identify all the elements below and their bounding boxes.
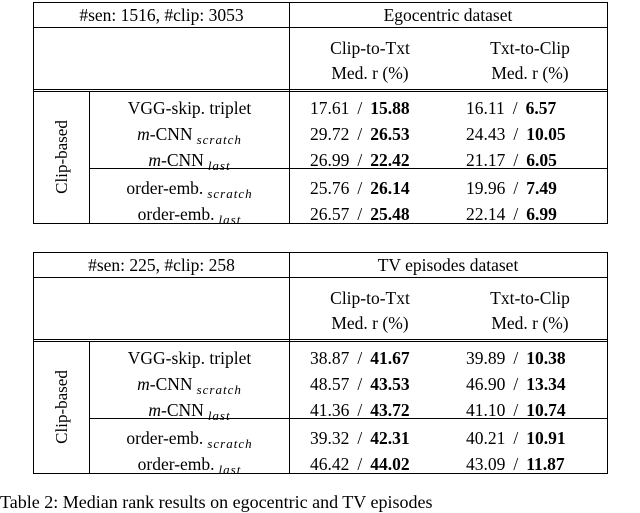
cell-txt-to-clip [466,178,557,198]
method-label: -CNN [149,124,193,144]
method-name [92,454,287,480]
value-separator: / [513,178,519,198]
value-ours: 6.57 [525,98,557,118]
cell-clip-to-txt [310,428,410,448]
value-separator: / [513,400,519,420]
header-rule [34,277,607,278]
value-separator: / [512,98,518,118]
col-txt-to-clip-unit: Med. r (%) [491,313,569,333]
value-separator: / [513,454,519,474]
cell-clip-to-txt [310,374,410,394]
value-ours: 26.14 [370,178,410,198]
method-subscript: scratch [196,132,242,147]
value-baseline: 39.32 [310,428,350,448]
value-baseline: 26.99 [310,150,350,170]
method-subscript: last [218,462,242,477]
value-separator: / [357,204,363,224]
value-baseline: 46.90 [466,374,506,394]
value-ours: 15.88 [370,98,410,118]
value-baseline: 17.61 [310,98,350,118]
value-ours: 6.05 [526,150,557,170]
cell-txt-to-clip [466,428,566,448]
table-row [34,147,609,173]
col-clip-to-txt-header: Clip-to-Txt [330,38,410,58]
dataset-title: TV episodes dataset [377,255,519,275]
value-baseline: 25.76 [310,178,350,198]
method-label: order-emb. [137,454,215,474]
value-baseline: 48.57 [310,374,350,394]
value-baseline: 29.72 [310,124,350,144]
table-row [34,175,609,201]
method-prefix: m [137,124,150,144]
value-separator: / [357,400,363,420]
value-baseline: 41.10 [466,400,506,420]
value-ours: 43.72 [370,400,410,420]
method-name [92,204,287,230]
value-ours: 25.48 [370,204,410,224]
table-row [34,397,609,423]
method-label: order-emb. [126,428,204,448]
value-separator: / [357,124,363,144]
cell-clip-to-txt [310,124,410,144]
group-label: Clip-based [52,120,71,194]
method-subscript: scratch [196,382,242,397]
dataset-title: Egocentric dataset [383,5,513,25]
header-double-rule [34,89,607,92]
table-row [34,425,609,451]
table-row [34,371,609,397]
cell-clip-to-txt [310,454,410,474]
value-baseline: 39.89 [466,348,506,368]
value-baseline: 40.21 [466,428,506,448]
cell-txt-to-clip [466,150,557,170]
value-baseline: 21.17 [466,150,506,170]
value-baseline: 41.36 [310,400,350,420]
method-name [92,400,287,426]
value-ours: 10.05 [526,124,566,144]
value-baseline: 22.14 [466,204,506,224]
table-stats: #sen: 1516, #clip: 3053 [79,5,244,25]
value-baseline: 16.11 [466,98,505,118]
value-separator: / [513,150,519,170]
method-label: -CNN [161,150,204,170]
table-stats: #sen: 225, #clip: 258 [88,255,235,275]
value-ours: 10.74 [526,400,566,420]
cell-clip-to-txt [310,150,410,170]
value-ours: 22.42 [370,150,410,170]
cell-txt-to-clip [466,400,566,420]
table-row [34,451,609,477]
value-separator: / [513,374,519,394]
value-ours: 42.31 [370,428,410,448]
method-prefix: m [148,400,162,420]
method-name [92,98,287,118]
value-separator: / [357,454,363,474]
cell-txt-to-clip [466,124,566,144]
cell-clip-to-txt [310,204,410,224]
value-ours: 26.53 [370,124,410,144]
method-subscript: scratch [207,186,253,201]
method-name [92,150,287,176]
method-prefix: m [137,374,150,394]
value-ours: 10.38 [526,348,566,368]
value-separator: / [513,124,519,144]
col-txt-to-clip-header: Txt-to-Clip [490,288,570,308]
table-row [34,345,609,371]
method-name [92,348,287,368]
value-separator: / [513,204,519,224]
cell-txt-to-clip [466,454,565,474]
cell-clip-to-txt [310,98,410,118]
value-baseline: 43.09 [466,454,506,474]
value-ours: 7.49 [526,178,557,198]
method-subscript: last [207,408,231,423]
method-label: VGG-skip. triplet [127,348,252,368]
header-double-rule [34,339,607,342]
value-baseline: 19.96 [466,178,506,198]
results-table-tv-episodes [33,252,608,477]
header-rule [34,27,607,28]
cell-clip-to-txt [310,178,410,198]
value-separator: / [357,374,363,394]
cell-txt-to-clip [466,98,556,118]
table-row [34,121,609,147]
method-label: order-emb. [137,204,215,224]
value-baseline: 38.87 [310,348,350,368]
table-caption: Table 2: Median rank results on egocentric and TV episodes [0,492,433,512]
col-txt-to-clip-unit: Med. r (%) [491,63,569,83]
col-clip-to-txt-header: Clip-to-Txt [330,288,410,308]
value-separator: / [513,348,519,368]
value-separator: / [357,428,363,448]
value-ours: 43.53 [370,374,410,394]
table-row [34,95,609,121]
value-baseline: 24.43 [466,124,506,144]
cell-txt-to-clip [466,204,557,224]
col-clip-to-txt-unit: Med. r (%) [331,63,409,83]
col-txt-to-clip-header: Txt-to-Clip [490,38,570,58]
value-ours: 11.87 [526,454,565,474]
method-label: order-emb. [126,178,204,198]
value-ours: 13.34 [526,374,566,394]
cell-clip-to-txt [310,400,410,420]
value-baseline: 26.57 [310,204,350,224]
value-separator: / [357,178,363,198]
table-row [34,201,609,227]
value-separator: / [357,150,363,170]
value-ours: 44.02 [370,454,410,474]
col-clip-to-txt-unit: Med. r (%) [331,313,409,333]
method-prefix: m [148,150,162,170]
value-separator: / [357,348,363,368]
method-label: -CNN [161,400,204,420]
cell-clip-to-txt [310,348,410,368]
value-ours: 6.99 [526,204,557,224]
method-subscript: last [218,212,242,227]
method-subscript: scratch [207,436,253,451]
method-label: VGG-skip. triplet [127,98,252,118]
value-separator: / [357,98,363,118]
value-separator: / [513,428,519,448]
method-subscript: last [207,158,231,173]
results-table-egocentric [33,2,608,227]
group-label: Clip-based [52,370,71,444]
value-baseline: 46.42 [310,454,350,474]
cell-txt-to-clip [466,348,566,368]
value-ours: 10.91 [526,428,566,448]
value-ours: 41.67 [370,348,410,368]
cell-txt-to-clip [466,374,566,394]
method-label: -CNN [149,374,193,394]
